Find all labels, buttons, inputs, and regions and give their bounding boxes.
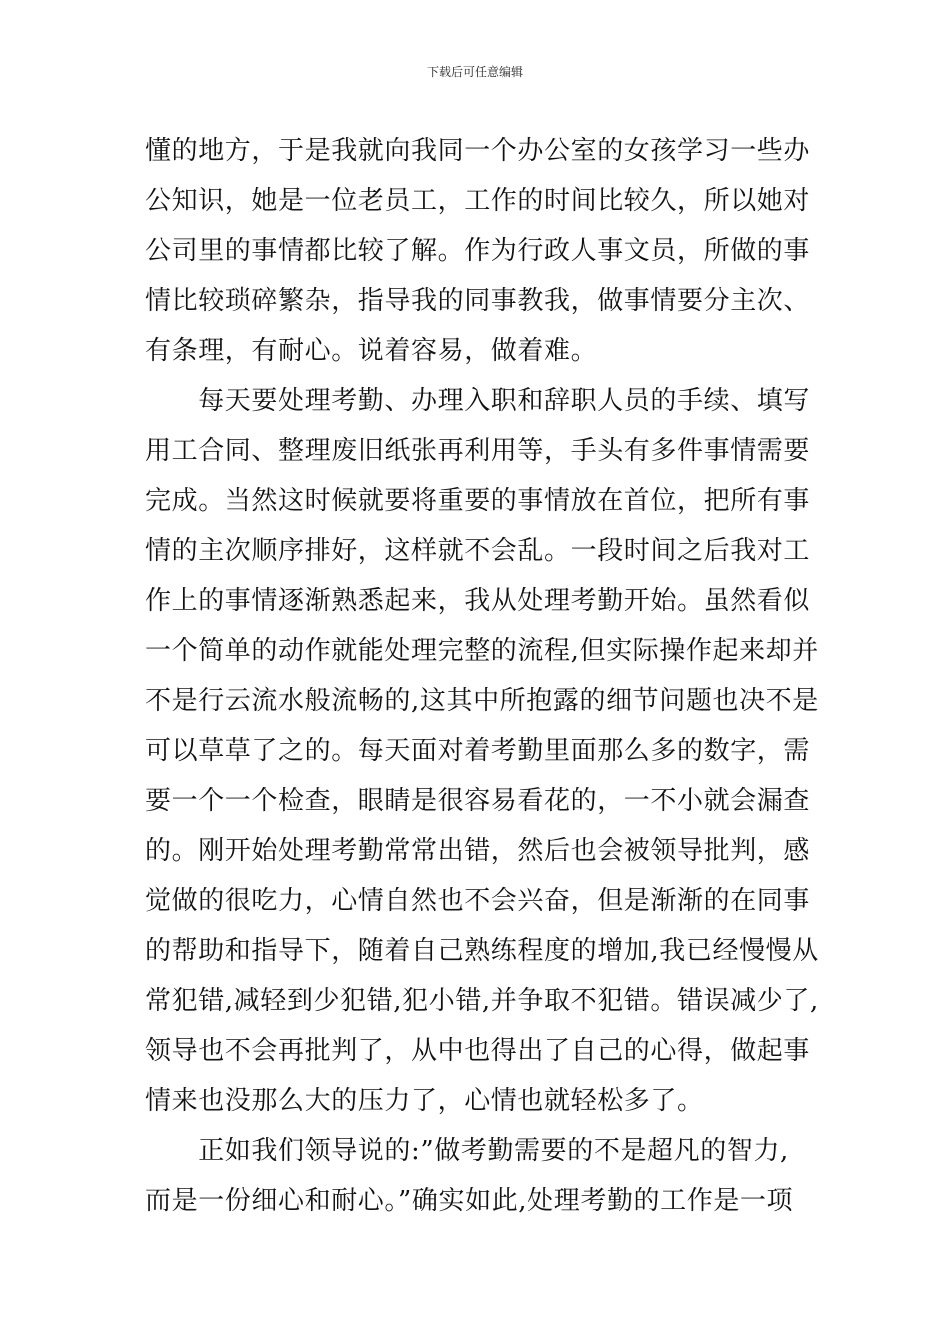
text-line: 用工合同、整理废旧纸张再利用等，手头有多件事情需要 xyxy=(145,436,811,466)
text-line: 作上的事情逐渐熟悉起来，我从处理考勤开始。虽然看似 xyxy=(145,586,811,616)
text-line: 不是行云流水般流畅的,这其中所抱露的细节问题也决不是 xyxy=(145,686,819,716)
text-line: 情的主次顺序排好，这样就不会乱。一段时间之后我对工 xyxy=(145,536,811,566)
page-header: 下载后可任意编辑 xyxy=(426,65,523,79)
text-line: 可以草草了之的。每天面对着考勤里面那么多的数字，需 xyxy=(145,736,811,766)
text-line: 而是一份细心和耐心。”确实如此,处理考勤的工作是一项 xyxy=(145,1186,794,1216)
text-line: 公司里的事情都比较了解。作为行政人事文员，所做的事 xyxy=(145,236,811,266)
text-line: 公知识，她是一位老员工，工作的时间比较久，所以她对 xyxy=(145,186,811,216)
text-line: 一个简单的动作就能处理完整的流程,但实际操作起来却并 xyxy=(145,636,819,666)
text-line: 要一个一个检查，眼睛是很容易看花的，一不小就会漏查 xyxy=(145,786,811,816)
document-body xyxy=(145,126,819,1226)
text-line: 情比较琐碎繁杂，指导我的同事教我，做事情要分主次、 xyxy=(145,286,811,316)
text-line: 常犯错,减轻到少犯错,犯小错,并争取不犯错。错误减少了, xyxy=(145,986,819,1016)
text-line: 懂的地方，于是我就向我同一个办公室的女孩学习一些办 xyxy=(145,136,811,166)
text-line: 的。刚开始处理考勤常常出错，然后也会被领导批判，感 xyxy=(145,836,811,866)
text-line: 的帮助和指导下，随着自己熟练程度的增加,我已经慢慢从 xyxy=(145,936,819,966)
text-line: 觉做的很吃力，心情自然也不会兴奋，但是渐渐的在同事 xyxy=(145,886,811,916)
text-line: 有条理，有耐心。说着容易，做着难。 xyxy=(145,336,598,366)
text-line: 正如我们领导说的:”做考勤需要的不是超凡的智力, xyxy=(145,1136,789,1166)
text-line: 完成。当然这时候就要将重要的事情放在首位，把所有事 xyxy=(145,486,811,516)
text-line: 每天要处理考勤、办理入职和辞职人员的手续、填写 xyxy=(145,386,811,416)
text-line: 领导也不会再批判了，从中也得出了自己的心得，做起事 xyxy=(145,1036,811,1066)
text-line: 情来也没那么大的压力了，心情也就轻松多了。 xyxy=(145,1086,704,1116)
